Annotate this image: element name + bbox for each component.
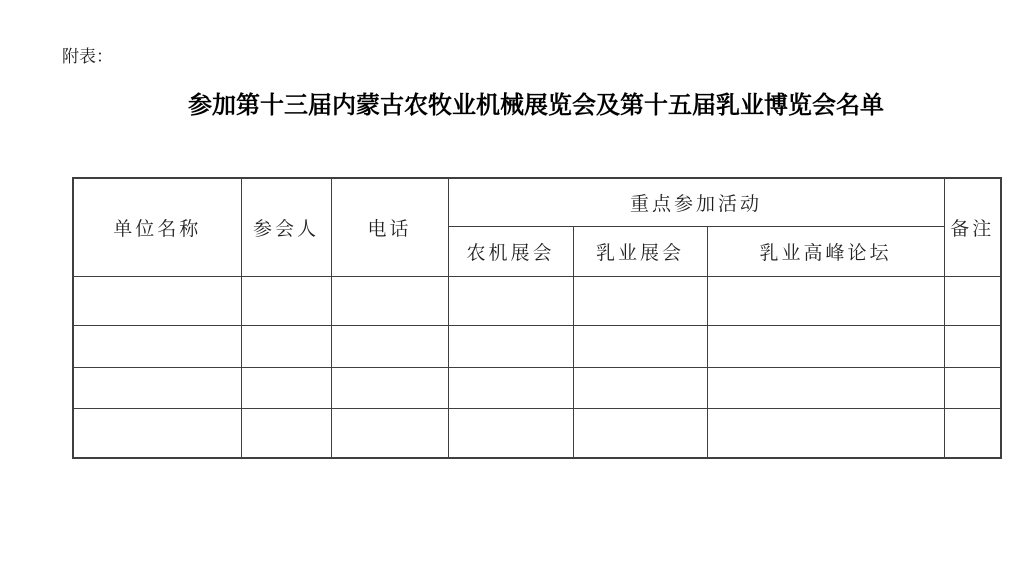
empty-cell	[707, 367, 944, 408]
table-row	[73, 408, 1001, 458]
table-empty-rows	[73, 276, 1001, 458]
empty-cell	[573, 276, 707, 325]
empty-cell	[707, 408, 944, 458]
table-row	[73, 367, 1001, 408]
empty-cell	[73, 408, 241, 458]
empty-cell	[448, 408, 573, 458]
empty-cell	[944, 325, 1001, 367]
empty-cell	[448, 325, 573, 367]
attachment-label: 附表：	[62, 47, 113, 66]
table-header-section	[73, 178, 1001, 276]
empty-cell	[73, 367, 241, 408]
header-cell-dairy-summit-forum: 乳业高峰论坛	[707, 226, 944, 276]
empty-cell	[707, 276, 944, 325]
empty-cell	[707, 325, 944, 367]
empty-cell	[241, 276, 331, 325]
header-cell-phone: 电话	[331, 178, 448, 276]
empty-cell	[331, 325, 448, 367]
empty-cell	[241, 367, 331, 408]
empty-cell	[944, 408, 1001, 458]
header-cell-unit-name: 单位名称	[73, 178, 241, 276]
header-cell-remarks: 备注	[944, 178, 1001, 276]
document-title: 参加第十三届内蒙古农牧业机械展览会及第十五届乳业博览会名单	[188, 92, 884, 119]
empty-cell	[331, 408, 448, 458]
table-row	[73, 325, 1001, 367]
empty-cell	[241, 408, 331, 458]
participants-table	[72, 177, 1002, 459]
empty-cell	[944, 276, 1001, 325]
header-cell-machinery-expo: 农机展会	[448, 226, 573, 276]
empty-cell	[331, 367, 448, 408]
empty-cell	[944, 367, 1001, 408]
header-cell-dairy-expo: 乳业展会	[573, 226, 707, 276]
header-cell-key-activities-group: 重点参加活动	[448, 178, 944, 226]
empty-cell	[448, 276, 573, 325]
empty-cell	[241, 325, 331, 367]
empty-cell	[331, 276, 448, 325]
table-row	[73, 276, 1001, 325]
header-cell-participant: 参会人	[241, 178, 331, 276]
empty-cell	[573, 408, 707, 458]
empty-cell	[448, 367, 573, 408]
table-header-row-top	[73, 178, 1001, 226]
empty-cell	[573, 325, 707, 367]
empty-cell	[73, 276, 241, 325]
empty-cell	[73, 325, 241, 367]
empty-cell	[573, 367, 707, 408]
